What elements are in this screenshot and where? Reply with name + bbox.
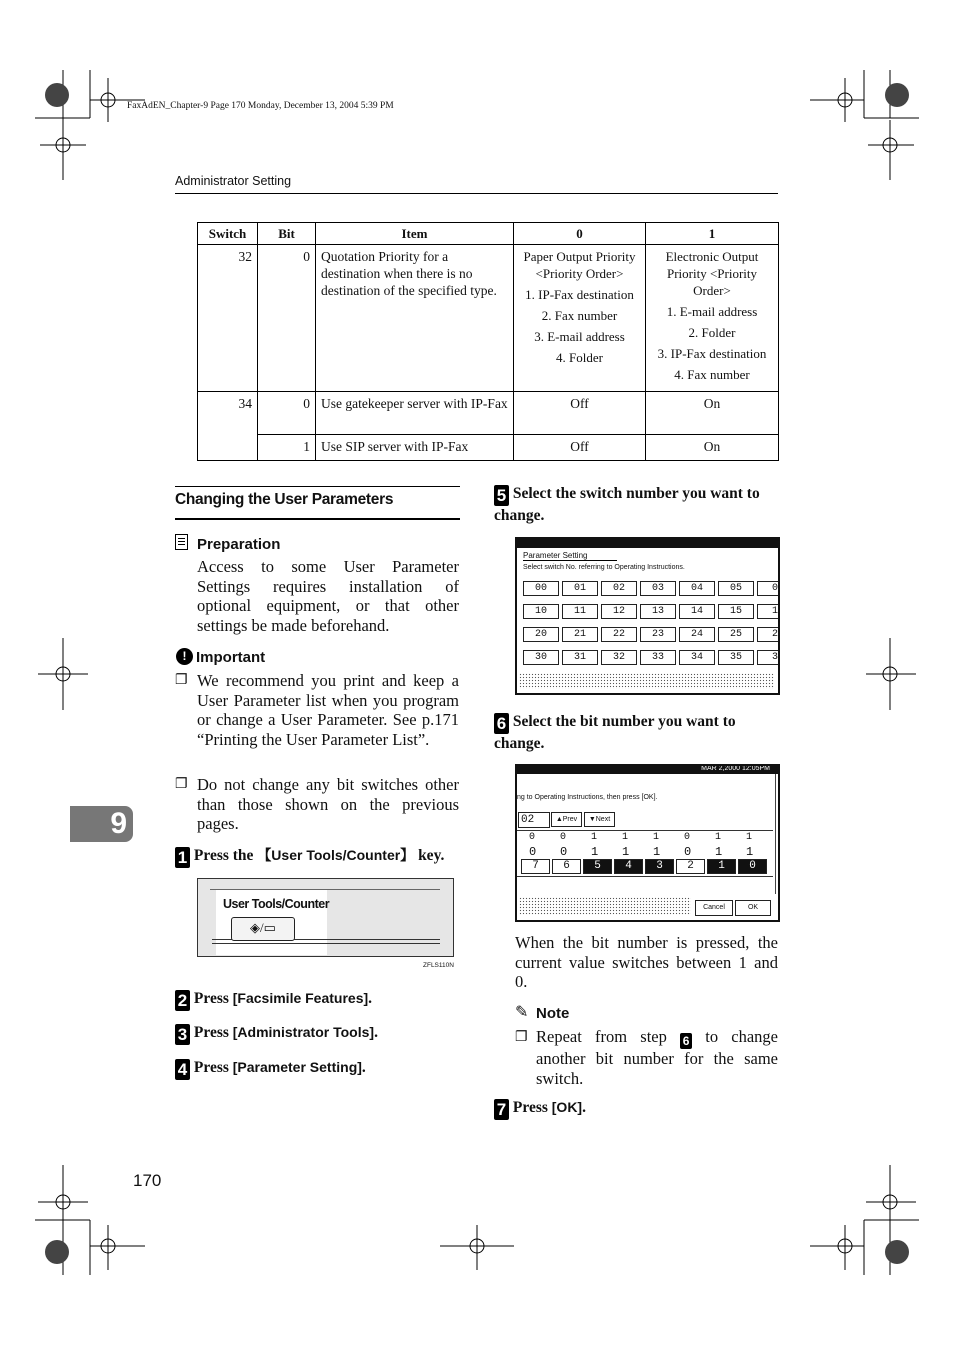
step-text: Select the switch number you want to change. [494,485,760,524]
step-number-5: 5 [494,485,509,506]
pencil-icon: ✎ [515,1004,529,1021]
bit-key[interactable]: 2 [676,859,705,874]
step-number-2: 2 [175,990,190,1011]
bit-current-value-top: 0 [529,832,536,843]
step-text: . [368,990,373,1007]
key-name: 【User Tools/Counter】 [257,847,415,863]
bit-key[interactable]: 3 [645,859,674,874]
key-label: User Tools/Counter [223,897,330,911]
table-row [198,392,779,435]
note-text-part: Repeat from step [536,1027,681,1046]
bit-key[interactable]: 5 [583,859,612,874]
important-item: We recommend you print and keep a User Parameter list when you program or change a User Parameter. See p.171 “Printing the User Parameter List”. [197,671,459,749]
screen-instruction: Select switch No. referring to Operating Instructions. [523,564,685,571]
cell-value-0: Off [514,435,646,461]
bit-switch-table [197,222,779,461]
running-head: Administrator Setting [175,174,292,188]
chapter-number: 9 [110,807,127,840]
note-text [536,1027,778,1088]
screen-title: Parameter Setting [523,551,617,561]
note-text-part: to change another bit number for the same switch. [536,1027,778,1088]
cell-bit: 0 [258,245,316,392]
bit-current-value-top: 1 [746,832,753,843]
switch-key[interactable]: 35 [718,650,754,665]
cell-bit: 1 [258,435,316,461]
cell-switch: 32 [198,245,258,392]
user-tools-icon: ◈/▭ [250,920,276,935]
cell-switch: 34 [198,392,258,461]
switch-key[interactable]: 15 [718,604,754,619]
key-name: [OK] [551,1099,583,1115]
step-text: Press [193,1024,233,1041]
step-number-1: 1 [175,847,190,868]
step-text: . [582,1099,586,1116]
cell-value-0 [514,245,646,392]
bit-current-value: 0 [529,845,537,859]
bit-key[interactable]: 6 [552,859,581,874]
cell-item: Quotation Priority for a destination when there is no destination of the specified type. [316,245,514,392]
bit-current-value-top: 1 [591,832,598,843]
step-text: Press [193,1059,233,1076]
option-item: 2. Fax number [541,308,618,323]
switch-key[interactable]: 24 [679,627,715,642]
bit-current-value: 1 [591,845,599,859]
bit-key[interactable]: 7 [521,859,550,874]
step-5 [494,484,779,526]
switch-key[interactable]: 1 [757,604,780,619]
switch-key[interactable]: 14 [679,604,715,619]
bit-current-value-top: 1 [653,832,660,843]
step-1 [175,845,444,868]
switch-key[interactable]: 05 [718,581,754,596]
switch-key[interactable]: 22 [601,627,637,642]
next-button[interactable]: ▼Next [584,812,615,827]
user-tools-key[interactable] [231,917,295,941]
col-header-bit: Bit [258,223,316,245]
bit-current-value-top: 1 [715,832,722,843]
option-item: 3. E-mail address [534,329,625,344]
chapter-tab [70,806,133,842]
figure-id: ZFLS110N [423,962,454,969]
switch-key[interactable]: 30 [523,650,559,665]
switch-key[interactable]: 02 [601,581,637,596]
switch-key[interactable]: 11 [562,604,598,619]
step-number-6: 6 [494,713,509,734]
page-number: 170 [133,1171,162,1190]
step-number-7: 7 [494,1099,509,1120]
note-title: Note [536,1005,570,1022]
bit-current-value-top: 0 [560,832,567,843]
status-clock: MAR 2,2000 12:05PM [701,765,770,772]
bit-current-value: 1 [653,845,661,859]
step-number-4: 4 [175,1059,190,1080]
screen-status-bar [519,673,774,689]
switch-key[interactable]: 34 [679,650,715,665]
prev-button[interactable]: ▲Prev [551,812,582,827]
step-ref: 6 [680,1033,692,1049]
switch-key[interactable]: 2 [757,627,780,642]
step-text: key. [414,847,445,864]
switch-key[interactable]: 25 [718,627,754,642]
bit-key[interactable]: 1 [707,859,736,874]
col-header-item: Item [316,223,514,245]
important-icon: ! [176,648,193,665]
switch-key[interactable]: 21 [562,627,598,642]
parameter-setting-screen [515,537,780,695]
switch-key[interactable]: 0 [757,581,780,596]
important-item: Do not change any bit switches other than those shown on the previous pages. [197,775,459,834]
option-item: 3. IP-Fax destination [657,346,767,361]
bit-current-value-top: 0 [684,832,691,843]
checkbox-icon: ❐ [175,673,188,688]
step-text: Select the bit number you want to change. [494,713,736,752]
step-7 [494,1097,586,1120]
switch-number-display: 02 [518,812,550,828]
step-text: . [374,1024,378,1041]
bit-current-value: 0 [560,845,568,859]
cell-value-1: On [646,392,779,435]
table-header-row [198,223,779,245]
bit-current-value: 1 [622,845,630,859]
bit-setting-screen [515,764,780,922]
cell-value-0: Off [514,392,646,435]
key-name: [Parameter Setting] [232,1059,362,1075]
key-name: [Administrator Tools] [232,1024,375,1040]
table-row [198,245,779,392]
key-panel-illustration [197,878,454,957]
section-rule-bottom [175,518,460,520]
option-item: 2. Folder [688,325,736,340]
step-text: Press [512,1099,552,1116]
cell-item: Use SIP server with IP-Fax [316,435,514,461]
option-item: 4. Folder [556,350,603,365]
table-row [198,435,779,461]
option-title: Electronic Output Priority <Priority Order> [665,249,759,298]
step-text: Press [193,990,233,1007]
switch-key[interactable]: 04 [679,581,715,596]
checkbox-icon: ❐ [515,1030,528,1045]
screen-instruction: ng to Operating Instructions, then press [OK]. [517,794,658,801]
option-item: 1. E-mail address [666,304,758,319]
option-title: Paper Output Priority <Priority Order> [523,249,636,281]
checkbox-icon: ❐ [175,777,188,792]
important-title: Important [196,649,266,666]
bit-current-value: 0 [684,845,692,859]
step-3 [175,1022,378,1045]
screen-status-bar [519,897,691,915]
switch-key[interactable]: 01 [562,581,598,596]
bit-current-value: 1 [746,845,754,859]
bit-toggle-explanation: When the bit number is pressed, the current value switches between 1 and 0. [515,933,778,992]
option-item: 1. IP-Fax destination [525,287,634,302]
step-text: Press the [193,847,258,864]
switch-key[interactable]: 23 [640,627,676,642]
switch-key[interactable]: 33 [640,650,676,665]
switch-key[interactable]: 31 [562,650,598,665]
section-rule-top [175,486,460,487]
switch-key[interactable]: 00 [523,581,559,596]
col-header-switch: Switch [198,223,258,245]
ok-button[interactable]: OK [735,900,771,916]
col-header-0: 0 [514,223,646,245]
step-4 [175,1057,366,1080]
cell-value-1: On [646,435,779,461]
step-6 [494,712,779,754]
preparation-title: Preparation [197,536,281,553]
option-item: 4. Fax number [674,367,750,382]
bit-current-value: 1 [715,845,723,859]
bit-key[interactable]: 4 [614,859,643,874]
switch-key[interactable]: 13 [640,604,676,619]
cell-value-1 [646,245,779,392]
cancel-button[interactable]: Cancel [695,900,733,916]
step-2 [175,988,372,1011]
preparation-text: Access to some User Parameter Settings requires installation of optional equipment, or that other settings be made beforehand. [197,557,459,635]
cell-bit: 0 [258,392,316,435]
switch-key[interactable]: 03 [640,581,676,596]
switch-key[interactable]: 3 [757,650,780,665]
col-header-1: 1 [646,223,779,245]
step-text: . [361,1059,366,1076]
step-number-3: 3 [175,1024,190,1045]
switch-key[interactable]: 20 [523,627,559,642]
bit-key[interactable]: 0 [738,859,767,874]
print-header: FaxAdEN_Chapter-9 Page 170 Monday, December 13, 2004 5:39 PM [127,101,394,111]
key-name: [Facsimile Features] [232,990,369,1006]
section-title: Changing the User Parameters [175,491,394,508]
switch-key[interactable]: 32 [601,650,637,665]
notepad-icon [175,534,188,550]
bit-current-value-top: 1 [622,832,629,843]
header-rule [175,193,778,194]
switch-key[interactable]: 12 [601,604,637,619]
cell-item: Use gatekeeper server with IP-Fax [316,392,514,435]
switch-key[interactable]: 10 [523,604,559,619]
